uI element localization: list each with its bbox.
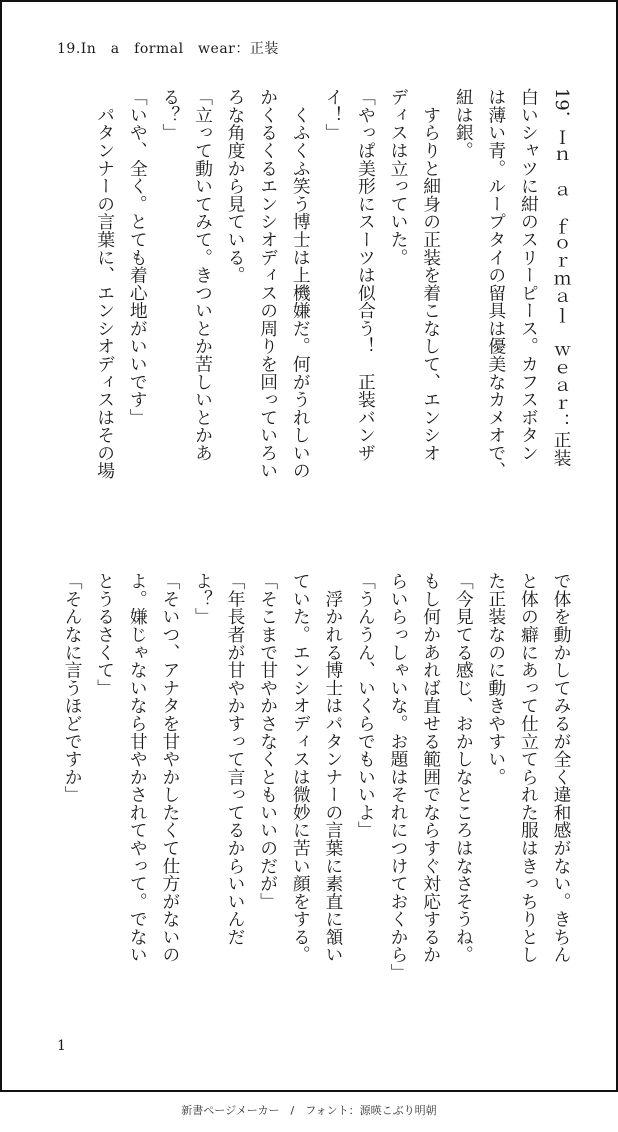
text-column: とうるさくて」 <box>94 572 116 697</box>
text-column: かくるくるエンシオディスの周りを回っていろい <box>257 88 279 480</box>
text-column: ディスは立っていた。 <box>388 88 410 266</box>
page-number: 1 <box>57 1038 66 1054</box>
text-column: 「そこまで甘やかさなくともいいのだが」 <box>257 572 279 911</box>
text-column: と体の癖にあって仕立てられた服はきっちりとし <box>518 572 540 964</box>
text-column: 「年長者が甘やかすって言ってるからいいんだ <box>225 572 247 946</box>
text-column: よ。嫌じゃないなら甘やかされてやって。でない <box>127 572 149 964</box>
running-header: 19.In a formal wear：正装 <box>57 41 279 57</box>
text-column: 「立って動いてみて。きついとか苦しいとかあ <box>192 88 214 462</box>
text-column: で体を動かしてみるが全く違和感がない。きちん <box>551 572 572 964</box>
text-column: る？」 <box>159 88 181 142</box>
text-column: 「今見てる感じ、おかしなところはなさそうね。 <box>453 572 475 964</box>
text-column: 「うんうん、いくらでもいいよ」 <box>355 572 377 839</box>
footer-credit: 新書ページメーカー / フォント：源暎こぶり明朝 <box>181 1104 437 1117</box>
text-column: イ！」 <box>322 88 344 142</box>
text-column: くふくふ笑う博士は上機嫌だ。何がうれしいの <box>290 88 312 480</box>
text-column: 「そんなに言うほどですか」 <box>62 572 84 804</box>
text-column: ろな角度から見ている。 <box>225 88 247 284</box>
text-column: は薄い青。ループタイの留具は優美なカメオで、 <box>485 88 507 480</box>
chapter-title: 19．Ｉｎ ａ ｆｏｒｍａｌ ｗｅａｒ：正装 <box>551 88 572 467</box>
text-column: ていた。エンシオディスは微妙に苦い顔をする。 <box>290 572 312 964</box>
text-column: もし何かあれば直せる範囲でならすぐ対応するか <box>420 572 442 964</box>
text-column: すらりと細身の正装を着こなして、エンシオ <box>420 88 442 462</box>
upper-text-block <box>47 88 577 516</box>
lower-text-block <box>47 572 577 982</box>
text-column: 紐は銀。 <box>453 88 475 160</box>
text-column: 白いシャツに紺のスリーピース。カフスボタン <box>518 88 540 462</box>
text-column: パタンナーの言葉に、エンシオディスはその場 <box>94 88 116 480</box>
text-column: た正装なのに動きやすい。 <box>485 572 507 786</box>
text-column: 「そいつ、アナタを甘やかしたくて仕方がないの <box>159 572 181 964</box>
text-column: 「やっぱ美形にスーツは似合う！ 正装バンザ <box>355 88 377 462</box>
text-column: らいらっしゃいな。お題はそれにつけておくから」 <box>388 572 410 982</box>
text-column: 浮かれる博士はパタンナーの言葉に素直に頷い <box>322 572 344 964</box>
text-column: よ？」 <box>192 572 214 626</box>
text-column: 「いや、全く。とても着心地がいいです」 <box>127 88 149 427</box>
